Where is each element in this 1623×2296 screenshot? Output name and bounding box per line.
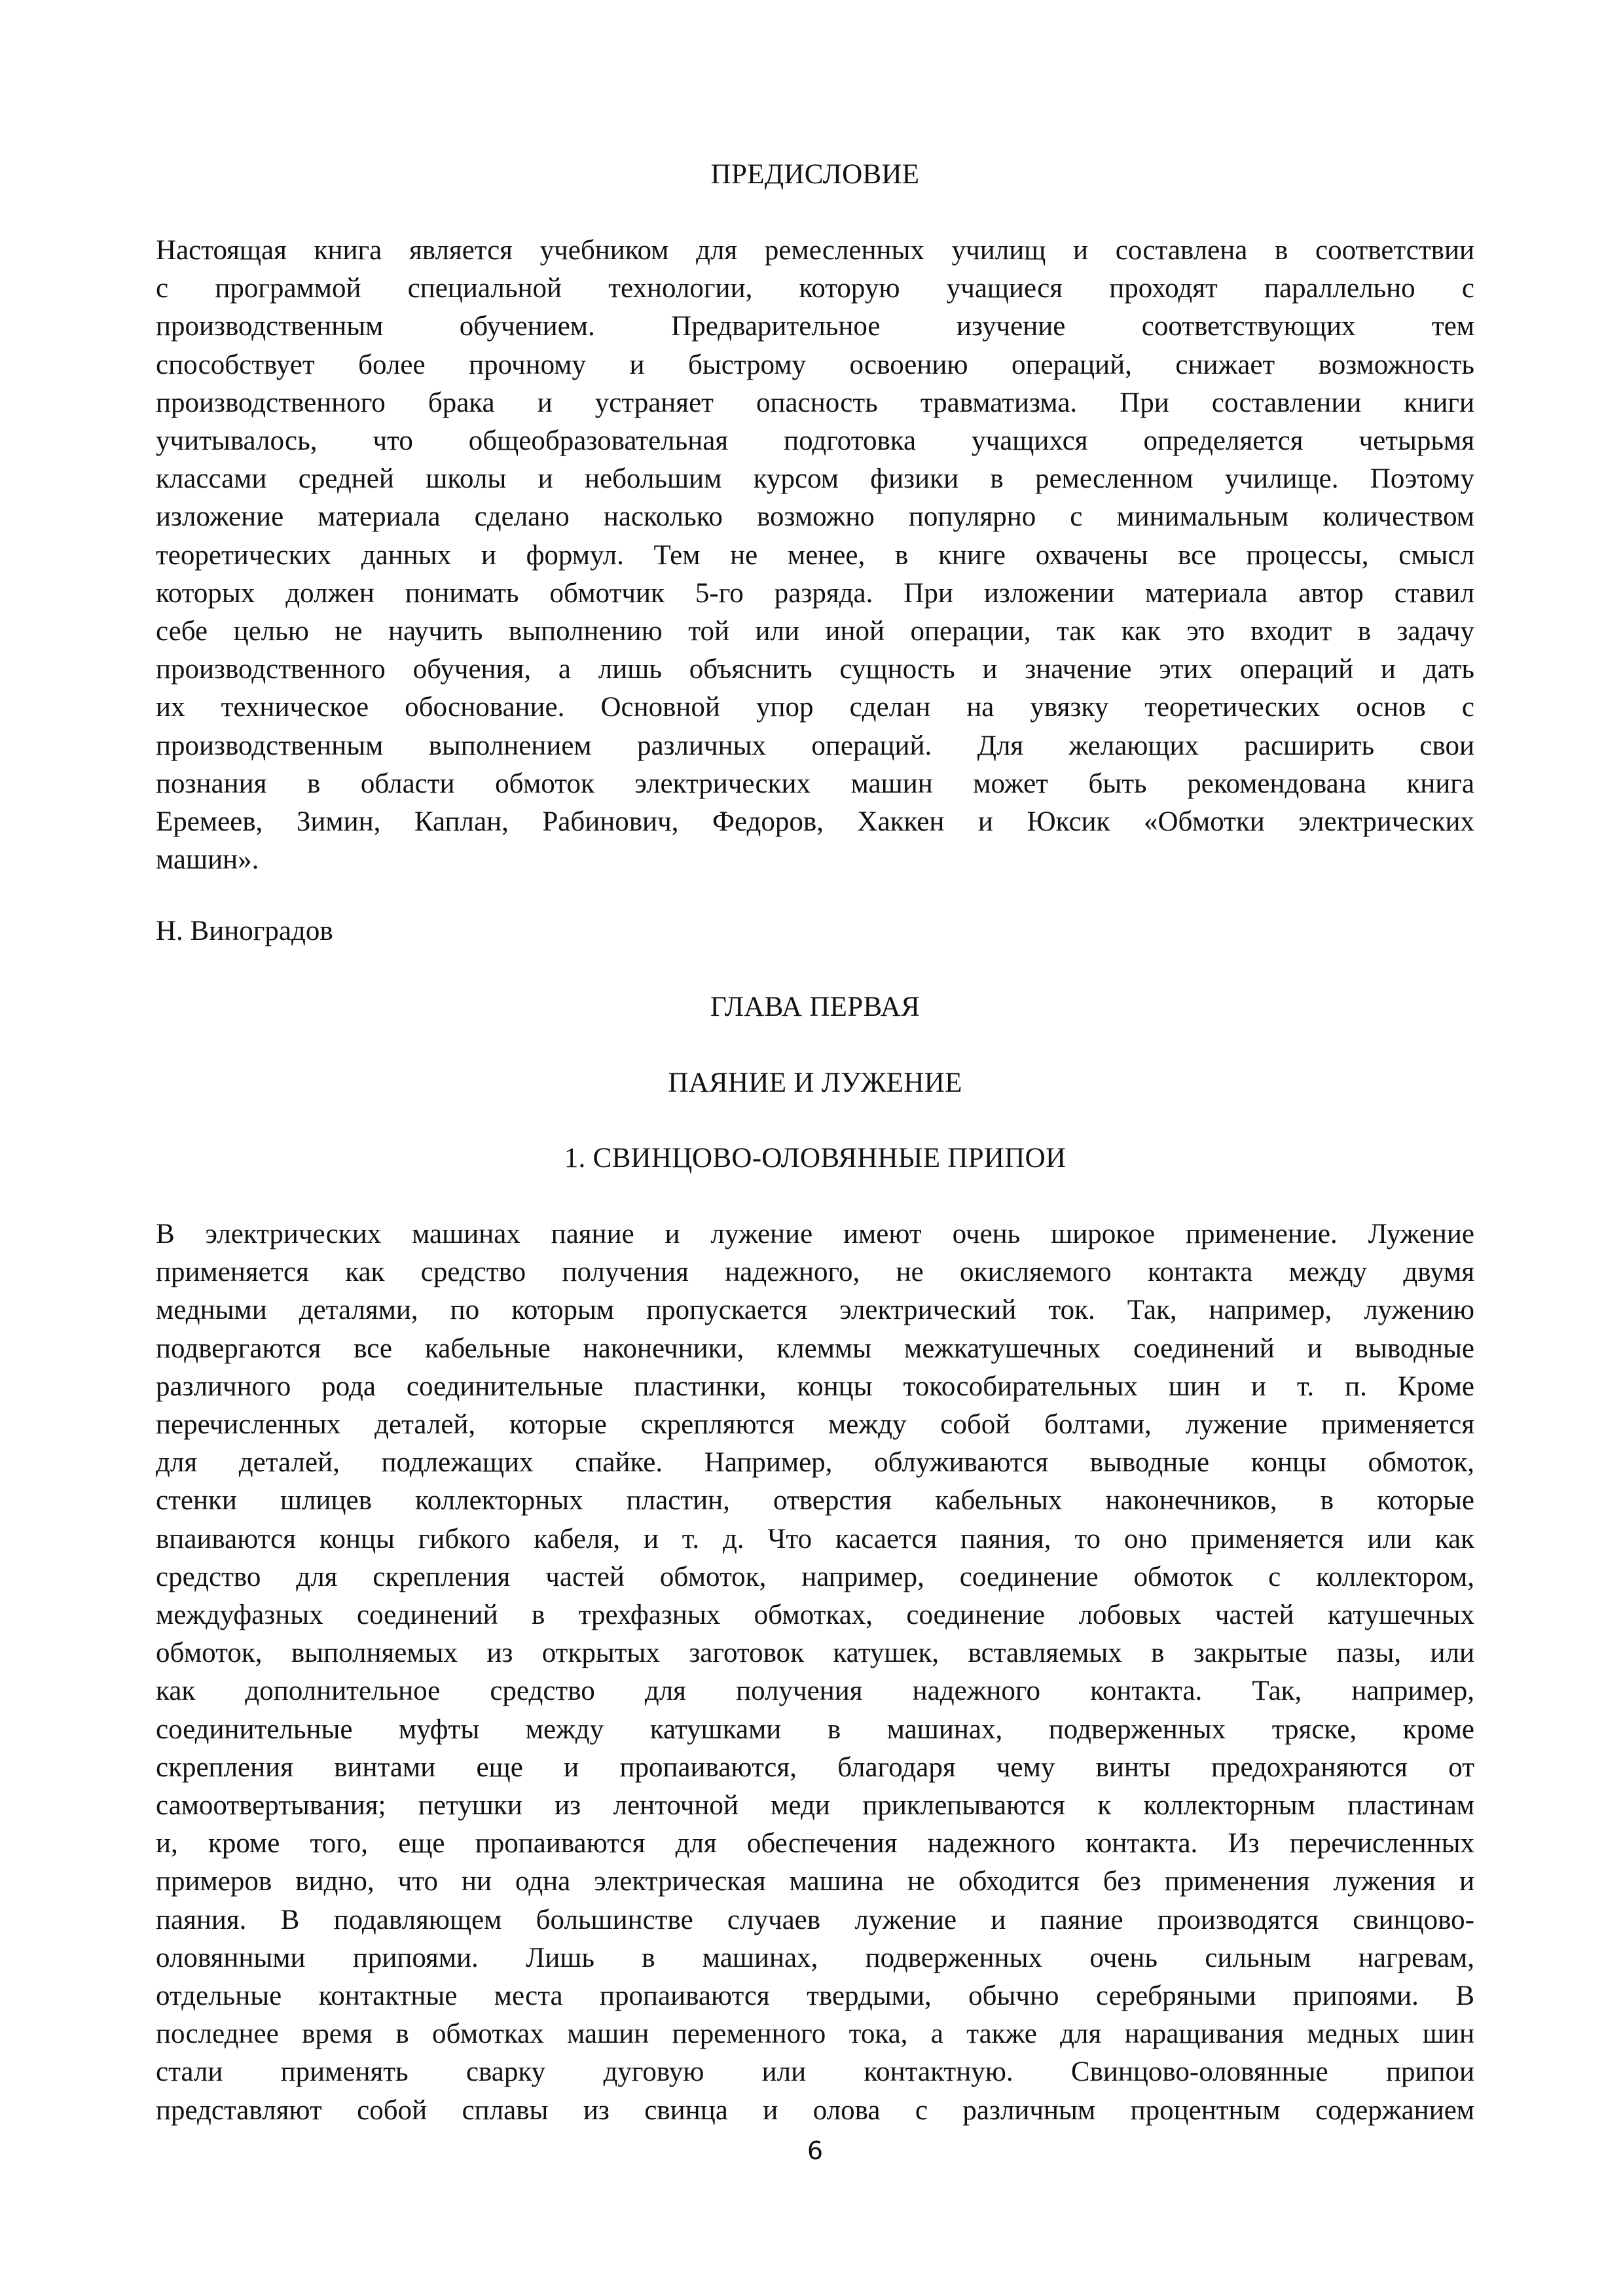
preface-author: Н. Виноградов [156, 916, 333, 946]
text-line: производственным выполнением различных операций. Для желающих расширить свои [156, 730, 1474, 761]
text-line: представляют собой сплавы из свинца и олова с различным процентным содержанием [156, 2094, 1474, 2126]
text-line: обмоток, выполняемых из открытых заготовок катушек, вставляемых в закрытые пазы, или [156, 1638, 1474, 1669]
text-line: познания в области обмоток электрических машин может быть рекомендована книга [156, 768, 1474, 799]
text-line: стенки шлицев коллекторных пластин, отверстия кабельных наконечников, в которые [156, 1485, 1474, 1516]
preface-paragraph [156, 232, 1474, 879]
text-line: междуфазных соединений в трехфазных обмотках, соединение лобовых частей катушечных [156, 1600, 1474, 1631]
text-line: их техническое обоснование. Основной упор сделан на увязку теоретических основ с [156, 692, 1474, 723]
preface-title: ПРЕДИСЛОВИЕ [710, 159, 920, 190]
text-line: медными деталями, по которым пропускается электрический ток. Так, например, лужению [156, 1295, 1474, 1326]
text-line: с программой специальной технологии, которую учащиеся проходят параллельно с [156, 273, 1474, 304]
text-line: учитывалось, что общеобразовательная подготовка учащихся определяется четырьмя [156, 425, 1474, 457]
text-line: соединительные муфты между катушками в машинах, подверженных тряске, кроме [156, 1713, 1474, 1745]
document-page [156, 0, 1474, 2296]
text-line: как дополнительное средство для получения надежного контакта. Так, например, [156, 1676, 1474, 1707]
text-line: подвергаются все кабельные наконечники, клеммы межкатушечных соединений и выводные [156, 1333, 1474, 1364]
text-line: последнее время в обмотках машин переменного тока, а также для наращивания медных шин [156, 2018, 1474, 2050]
text-line: себе целью не научить выполнению той или иной операции, так как это входит в задачу [156, 616, 1474, 647]
text-line: средство для скрепления частей обмоток, например, соединение обмоток с коллектором, [156, 1561, 1474, 1592]
chapter-paragraph [156, 1215, 1474, 2130]
text-line: перечисленных деталей, которые скрепляются между собой болтами, лужение применяется [156, 1409, 1474, 1441]
text-line: и, кроме того, еще пропаиваются для обеспечения надежного контакта. Из перечисленных [156, 1828, 1474, 1859]
text-line: производственного обучения, а лишь объяснить сущность и значение этих операций и дать [156, 654, 1474, 685]
text-line: производственного брака и устраняет опасность травматизма. При составлении книги [156, 387, 1474, 418]
text-line: изложение материала сделано насколько возможно популярно с минимальным количеством [156, 501, 1474, 533]
text-line: паяния. В подавляющем большинстве случаев лужение и паяние производятся свинцово- [156, 1904, 1474, 1935]
text-line: скрепления винтами еще и пропаиваются, благодаря чему винты предохраняются от [156, 1751, 1474, 1783]
text-line: производственным обучением. Предварительное изучение соответствующих тем [156, 311, 1474, 342]
chapter-label: ГЛАВА ПЕРВАЯ [710, 992, 921, 1022]
chapter-title: ПАЯНИЕ И ЛУЖЕНИЕ [668, 1067, 962, 1098]
text-line: оловянными припоями. Лишь в машинах, подверженных очень сильным нагревам, [156, 1942, 1474, 1973]
text-line: самоотвертывания; петушки из ленточной меди приклепываются к коллекторным пластинам [156, 1790, 1474, 1821]
text-line: которых должен понимать обмотчик 5-го разряда. При изложении материала автор ставил [156, 577, 1474, 609]
text-line: способствует более прочному и быстрому освоению операций, снижает возможность [156, 349, 1474, 380]
text-line: для деталей, подлежащих спайке. Например, облуживаются выводные концы обмоток, [156, 1447, 1474, 1479]
text-line: различного рода соединительные пластинки, концы токособирательных шин и т. п. Кроме [156, 1371, 1474, 1402]
text-line: Настоящая книга является учебником для ремесленных училищ и составлена в соответствии [156, 235, 1474, 266]
text-line: отдельные контактные места пропаиваются твердыми, обычно серебряными припоями. В [156, 1981, 1474, 2012]
text-line: машин». [156, 844, 259, 876]
text-line: применяется как средство получения надежного, не окисляемого контакта между двумя [156, 1257, 1474, 1288]
text-line: В электрических машинах паяние и лужение имеют очень широкое применение. Лужение [156, 1219, 1474, 1249]
text-line: примеров видно, что ни одна электрическая машина не обходится без применения лужения и [156, 1866, 1474, 1897]
section-title: 1. СВИНЦОВО-ОЛОВЯННЫЕ ПРИПОИ [564, 1143, 1067, 1174]
text-line: Еремеев, Зимин, Каплан, Рабинович, Федоров, Хаккен и Юксик «Обмотки электрических [156, 806, 1474, 838]
text-line: впаиваются концы гибкого кабеля, и т. д. Что касается паяния, то оно применяется или как [156, 1523, 1474, 1554]
page-number: 6 [807, 2136, 824, 2165]
text-line: стали применять сварку дуговую или контактную. Свинцово-оловянные припои [156, 2056, 1474, 2088]
text-line: классами средней школы и небольшим курсом физики в ремесленном училище. Поэтому [156, 463, 1474, 495]
text-line: теоретических данных и формул. Тем не менее, в книге охвачены все процессы, смысл [156, 539, 1474, 571]
